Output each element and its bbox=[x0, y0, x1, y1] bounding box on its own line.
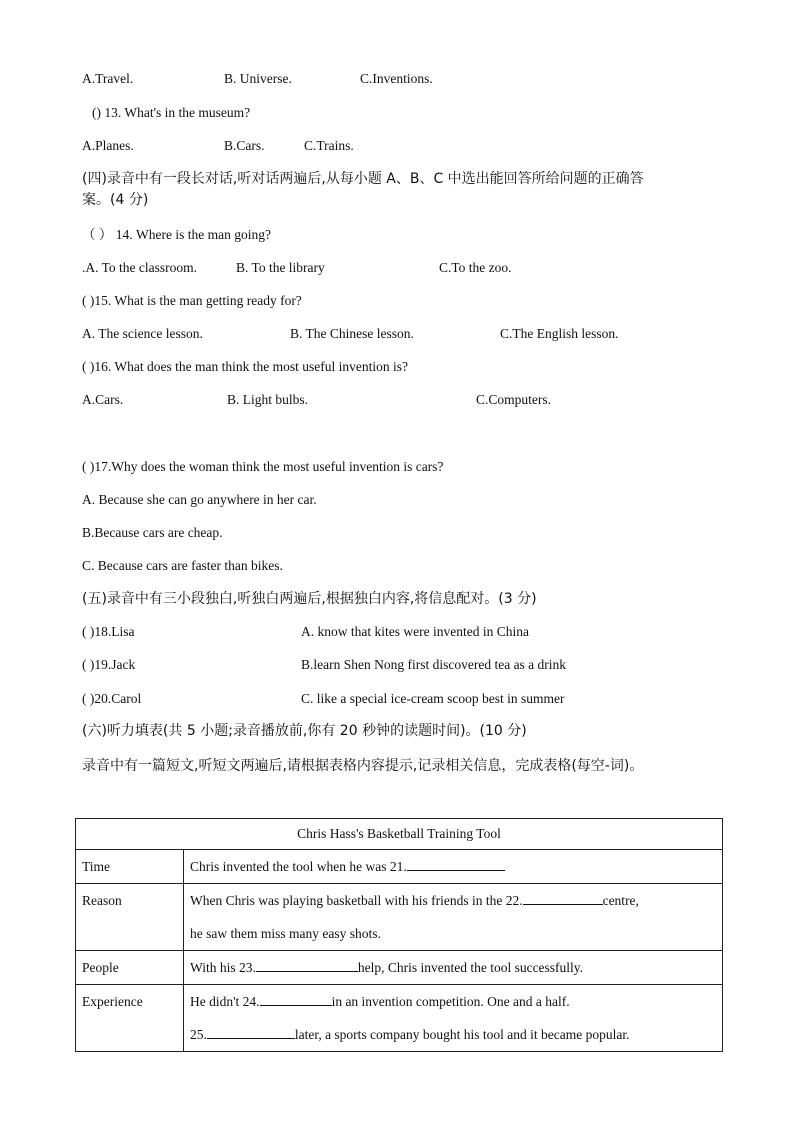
row-label-reason: Reason bbox=[76, 884, 184, 951]
q12-option-c: C.Inventions. bbox=[360, 71, 433, 86]
q16-option-a: A.Cars. bbox=[82, 392, 124, 407]
row-content-time bbox=[184, 850, 723, 884]
q13-option-b: B.Cars. bbox=[224, 138, 265, 153]
row-text: Chris invented the tool when he was 21. bbox=[190, 859, 407, 874]
match-item-right: A. know that kites were invented in China bbox=[301, 624, 529, 639]
q17-option-b: B.Because cars are cheap. bbox=[82, 525, 223, 540]
row-content-experience bbox=[184, 985, 723, 1052]
row-text: in an invention competition. One and a half. bbox=[331, 994, 570, 1009]
match-item-left: ( )20.Carol bbox=[82, 691, 142, 706]
row-text: He didn't 24. bbox=[190, 994, 260, 1009]
section-4-heading-line2: 案。(4 分) bbox=[82, 192, 149, 208]
row-text: When Chris was playing basketball with his friends in the 22. bbox=[190, 893, 523, 908]
section-5-heading: (五)录音中有三小段独白,听独白两遍后,根据独白内容,将信息配对。(3 分) bbox=[82, 591, 537, 607]
q13-option-c: C.Trains. bbox=[304, 138, 354, 153]
section-6-heading: (六)听力填表(共 5 小题;录音播放前,你有 20 秒钟的读题时间)。(10 分) bbox=[82, 723, 527, 739]
answer-blank-21[interactable] bbox=[407, 857, 505, 871]
answer-blank-25[interactable] bbox=[207, 1025, 295, 1039]
row-text: he saw them miss many easy shots. bbox=[190, 926, 381, 941]
q16-stem: ( )16. What does the man think the most useful invention is? bbox=[82, 359, 408, 374]
section-6-instruction: 录音中有一篇短文,听短文两遍后,请根据表格内容提示,记录相关信息，完成表格(每空-词)。 bbox=[82, 758, 644, 774]
answer-blank-24[interactable] bbox=[260, 992, 332, 1006]
row-text: centre, bbox=[602, 893, 639, 908]
q14-option-a: .A. To the classroom. bbox=[82, 260, 198, 275]
q16-option-b: B. Light bulbs. bbox=[227, 392, 309, 407]
info-table bbox=[75, 818, 723, 1052]
q14-option-b: B. To the library bbox=[236, 260, 325, 275]
q12-option-a: A.Travel. bbox=[82, 71, 134, 86]
row-text: help, Chris invented the tool successfully. bbox=[357, 960, 584, 975]
row-text: With his 23. bbox=[190, 960, 256, 975]
match-item-left: ( )18.Lisa bbox=[82, 624, 135, 639]
table-row bbox=[76, 884, 723, 951]
match-item-left: ( )19.Jack bbox=[82, 657, 136, 672]
q15-option-a: A. The science lesson. bbox=[82, 326, 203, 341]
row-label-experience: Experience bbox=[76, 985, 184, 1052]
match-item-right: B.learn Shen Nong first discovered tea as a drink bbox=[301, 657, 567, 672]
row-content-reason bbox=[184, 884, 723, 951]
q12-option-b: B. Universe. bbox=[224, 71, 292, 86]
row-text: later, a sports company bought his tool and it became popular. bbox=[294, 1027, 630, 1042]
q15-stem: ( )15. What is the man getting ready for? bbox=[82, 293, 302, 308]
q17-option-a: A. Because she can go anywhere in her car. bbox=[82, 492, 317, 507]
q14-option-c: C.To the zoo. bbox=[439, 260, 512, 275]
answer-blank-23[interactable] bbox=[256, 958, 358, 972]
row-label-people: People bbox=[76, 951, 184, 985]
row-text: 25. bbox=[190, 1027, 207, 1042]
q15-option-c: C.The English lesson. bbox=[500, 326, 619, 341]
row-label-time: Time bbox=[76, 850, 184, 884]
q14-stem: （ ） 14. Where is the man going? bbox=[82, 227, 271, 242]
section-4-heading-line1: (四)录音中有一段长对话,听对话两遍后,从每小题 A、B、C 中选出能回答所给问题的正确答 bbox=[82, 171, 644, 187]
match-item-right: C. like a special ice-cream scoop best in summer bbox=[301, 691, 565, 706]
q17-stem: ( )17.Why does the woman think the most useful invention is cars? bbox=[82, 459, 444, 474]
table-title: Chris Hass's Basketball Training Tool bbox=[76, 819, 723, 850]
q17-option-c: C. Because cars are faster than bikes. bbox=[82, 558, 283, 573]
q16-option-c: C.Computers. bbox=[476, 392, 552, 407]
row-content-people bbox=[184, 951, 723, 985]
table-row bbox=[76, 951, 723, 985]
answer-blank-22[interactable] bbox=[523, 891, 603, 905]
q13-stem: () 13. What's in the museum? bbox=[92, 105, 251, 120]
table-row bbox=[76, 985, 723, 1052]
q13-option-a: A.Planes. bbox=[82, 138, 134, 153]
table-row bbox=[76, 850, 723, 884]
q15-option-b: B. The Chinese lesson. bbox=[290, 326, 414, 341]
